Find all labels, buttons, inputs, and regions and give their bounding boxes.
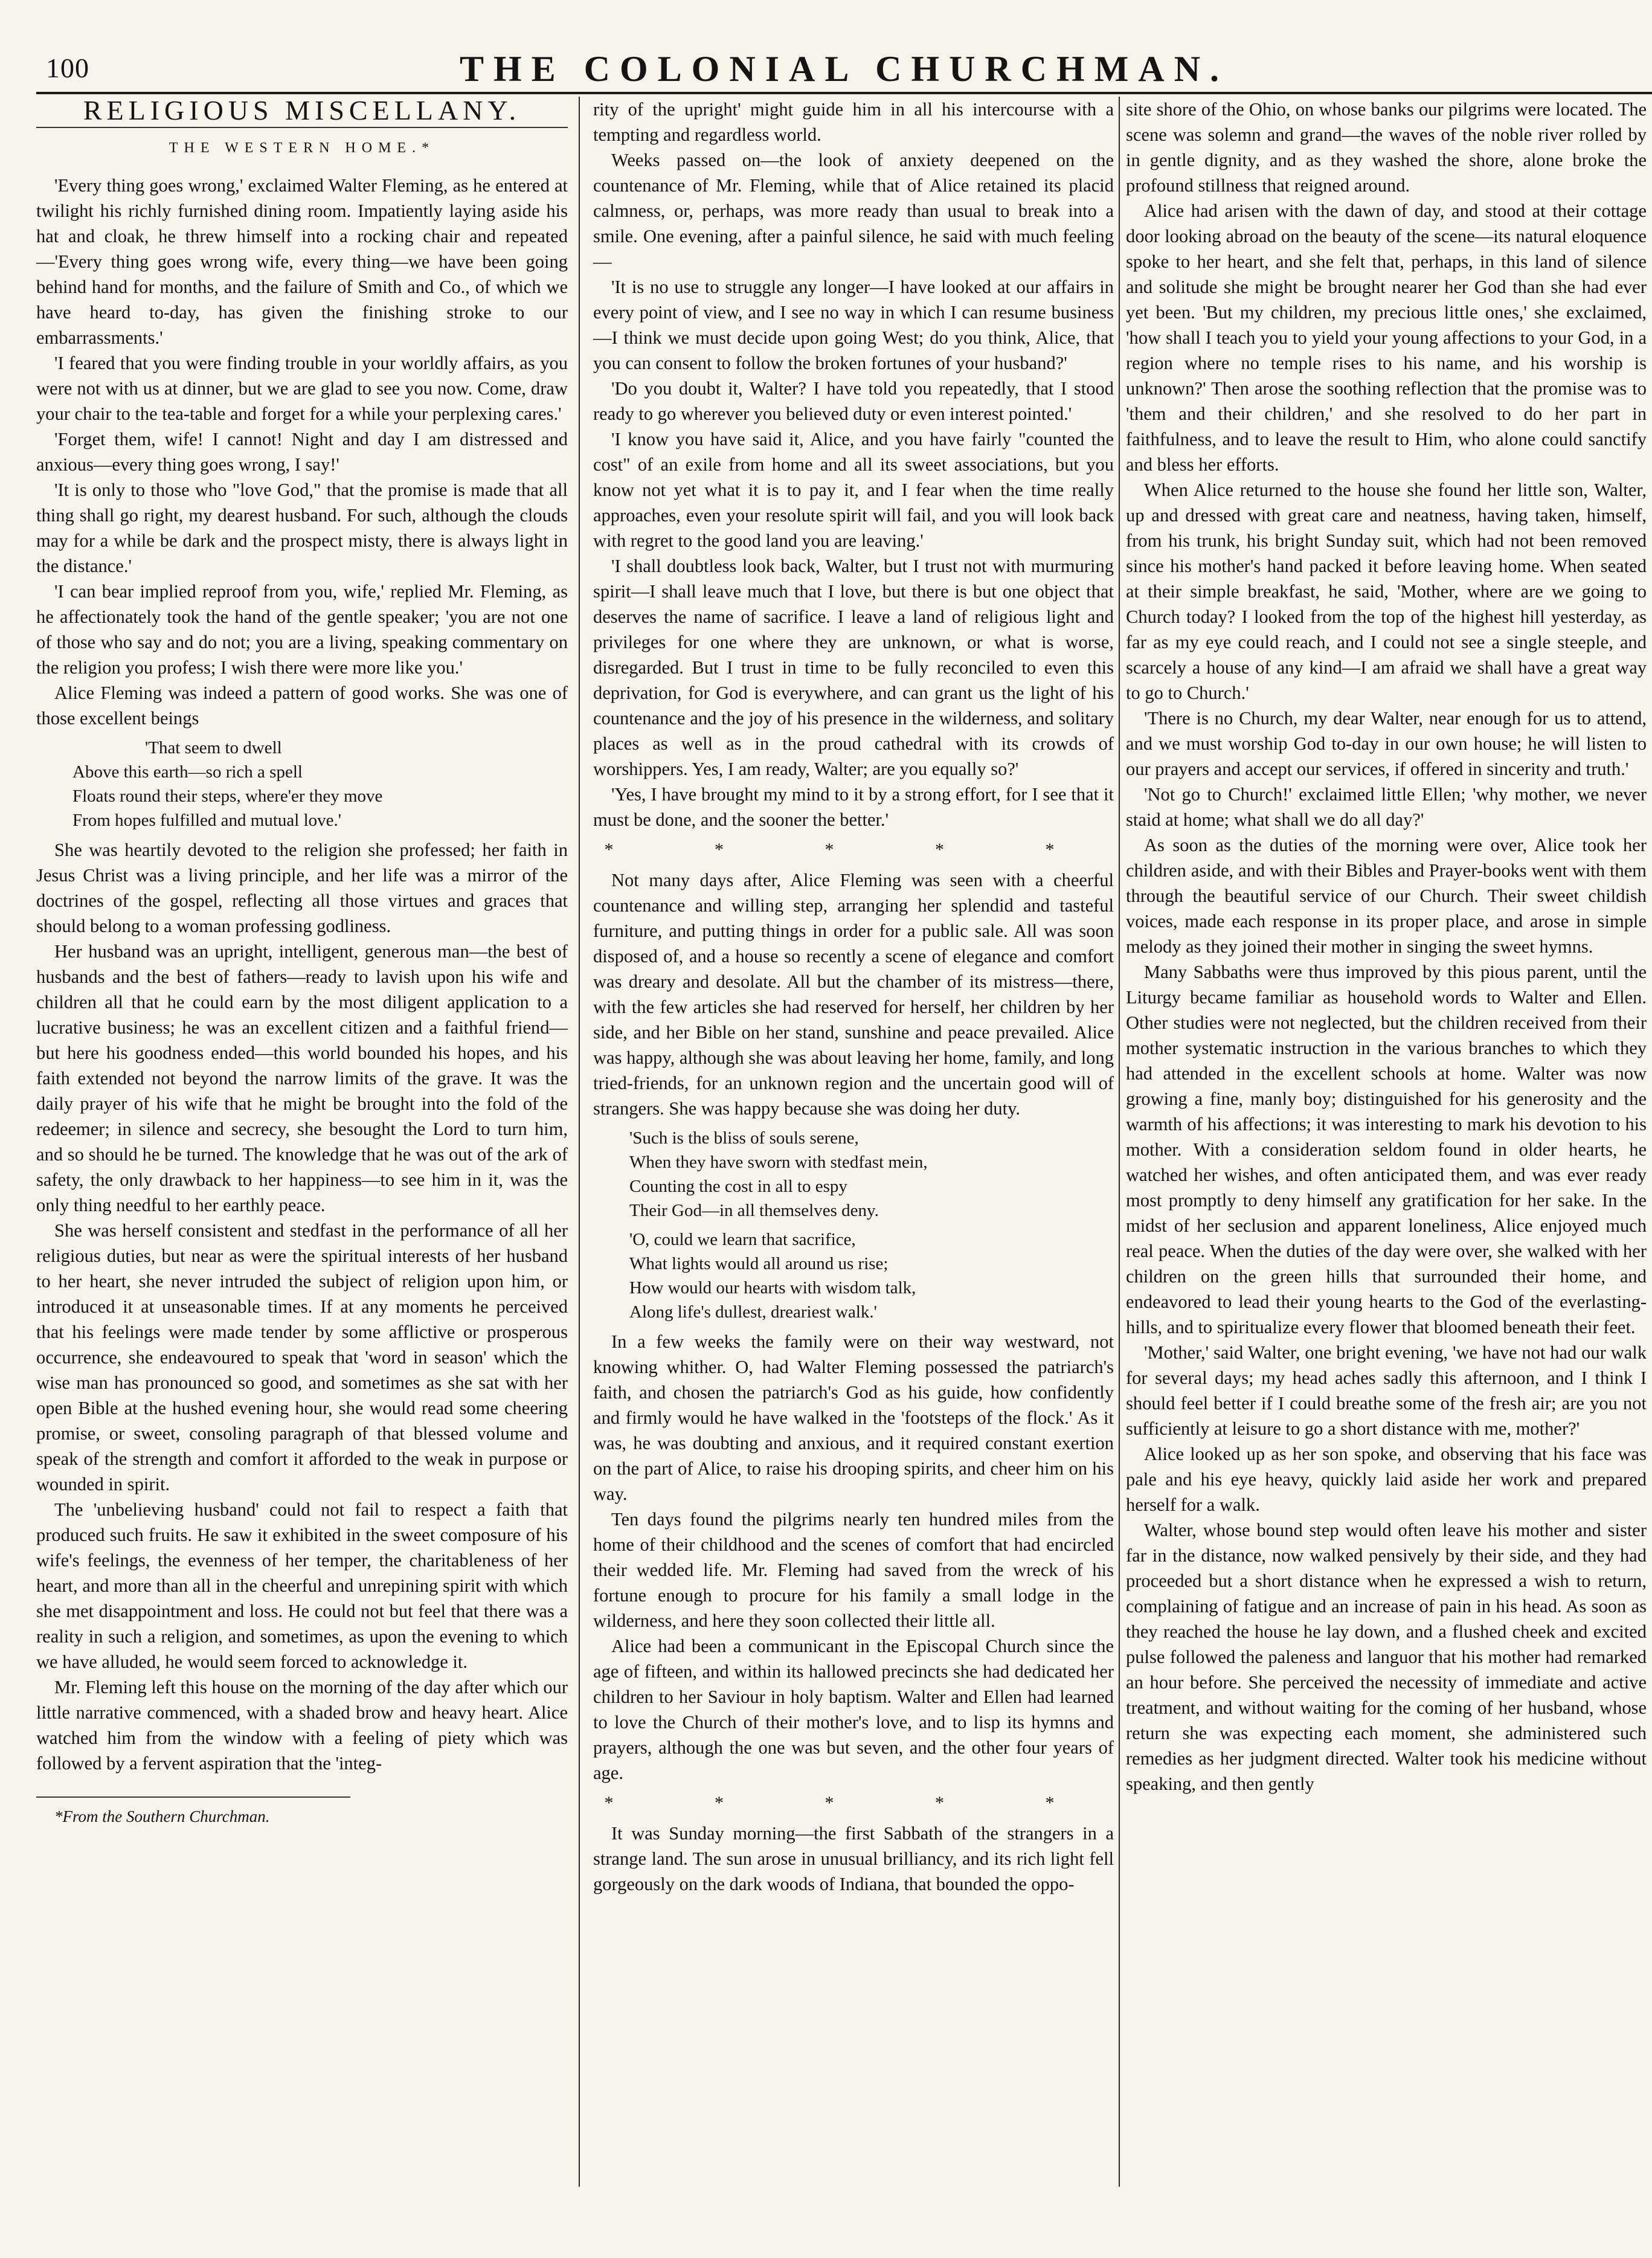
paragraph: rity of the upright' might guide him in all his intercourse with a tempting and regardless world. — [593, 99, 1114, 145]
verse-line: What lights would all around us rise; — [629, 1254, 889, 1273]
verse-block — [629, 1227, 1114, 1324]
paragraph: Alice had been a communicant in the Episcopal Church since the age of fifteen, and within its hallowed precincts she had dedicated her children to her Saviour in holy baptism. Walter and Ellen had learned to love the Church of their mother's love, and to lisp its hymns and prayers, although the one was but seven, and the other four years of age. — [593, 1636, 1114, 1783]
paragraph: 'It is only to those who "love God," that the promise is made that all thing shall go right, my dearest husband. For such, although the clouds may for a while be dark and the prospect misty, there is always light in the distance.' — [36, 480, 568, 576]
paragraph: Her husband was an upright, intelligent, generous man—the best of husbands and the best of fathers—ready to lavish upon his wife and children all that he could earn by the most diligent application to a lucrative business; he was an excellent citizen and a faithful friend—but here his goodness ended—this world bounded his hopes, and his faith extended not beyond the narrow limits of the grave. It was the daily prayer of his wife that he might be brought into the fold of the redeemer; in silence and secrecy, she besought the Lord to turn him, and so should he be turned. The knowledge that he was out of the ark of safety, the only drawback to her happiness—to see him in it, was the only thing needful to her earthly peace. — [36, 941, 568, 1215]
section-title: RELIGIOUS MISCELLANY. — [36, 98, 568, 128]
paragraph: Alice Fleming was indeed a pattern of good works. She was one of those excellent beings — [36, 683, 568, 729]
verse-line: How would our hearts with wisdom talk, — [629, 1278, 916, 1298]
column-3 — [1126, 97, 1647, 1796]
verse-line: 'Such is the bliss of souls serene, — [629, 1128, 859, 1148]
paragraph: 'There is no Church, my dear Walter, near enough for us to attend, and we must worship God to-day in our own house; he will listen to our prayers and accept our services, if offered in sincerity and truth.' — [1126, 708, 1647, 779]
column-rule-left — [579, 97, 580, 2187]
verse-line: When they have sworn with stedfast mein, — [629, 1153, 928, 1172]
paragraph: 'I know you have said it, Alice, and you have fairly "counted the cost" of an exile from home and all its sweet associations, but you know not yet what it is to pay it, and I fear when the time really approaches, even your resolute spirit will fail, and you will look back with regret to the good land you are leaving.' — [593, 429, 1114, 551]
verse-line: From hopes fulfilled and mutual love.' — [72, 811, 341, 830]
verse-line: Floats round their steps, where'er they move — [72, 786, 383, 806]
verse-block — [629, 1126, 1114, 1223]
paragraph: 'Forget them, wife! I cannot! Night and day I am distressed and anxious—every thing goes wrong, I say!' — [36, 429, 568, 475]
paragraph: Not many days after, Alice Fleming was seen with a cheerful countenance and willing step, arranging her splendid and tasteful furniture, and putting things in order for a public sale. All was soon disposed of, and a house so recently a scene of elegance and comfort was dreary and desolate. All but the chamber of its mistress—there, with the few articles she had reserved for herself, her children by her side, and her Bible on her stand, sunshine and peace prevailed. Alice was happy, although she was about leaving her home, family, and long tried-friends, for an unknown region and the uncertain good will of strangers. She was happy because she was doing her duty. — [593, 870, 1114, 1119]
paragraph: 'It is no use to struggle any longer—I have looked at our affairs in every point of view, and I see no way in which I can resume business—I think we must decide upon going West; do you think, Alice, that you can consent to follow the broken fortunes of your husband?' — [593, 277, 1114, 373]
paragraph: She was herself consistent and stedfast in the performance of all her religious duties, but near as were the spiritual interests of her husband to her heart, she never intruded the subject of religion upon him, or introduced it at unseasonable times. If at any moments he perceived that his feelings were made tender by some afflictive or prosperous occurrence, she endeavoured to speak that 'word in season' which the wise man has pronounced so good, and sometimes as she sat with her open Bible at the hushed evening hour, she would read some cheering promise, or sweet, consoling paragraph of that blessed volume and speak of the strength and comfort it afforded to the weak in purpose or wounded in spirit. — [36, 1220, 568, 1494]
verse-block — [72, 736, 568, 832]
column-2 — [593, 97, 1114, 1897]
paragraph: 'I feared that you were finding trouble in your worldly affairs, as you were not with us at dinner, but we are glad to see you now. Come, draw your chair to the tea-table and forget for a while your perplexing cares.' — [36, 353, 568, 424]
paragraph: She was heartily devoted to the religion she professed; her faith in Jesus Christ was a living principle, and her life was a mirror of the doctrines of the gospel, reflecting all those virtues and graces that should belong to a woman professing godliness. — [36, 840, 568, 936]
verse-line: Their God—in all themselves deny. — [629, 1201, 879, 1220]
verse-line: Above this earth—so rich a spell — [72, 762, 303, 782]
paragraph: site shore of the Ohio, on whose banks our pilgrims were located. The scene was solemn and grand—the waves of the noble river rolled by in gentle dignity, and as they washed the shore, alone broke the profound stillness that reigned around. — [1126, 99, 1647, 196]
paragraph: Walter, whose bound step would often leave his mother and sister far in the distance, now walked pensively by their side, and they had proceeded but a short distance when he expressed a wish to return, complaining of fatigue and an increase of pain in his head. As soon as they reached the house he lay down, and a flushed cheek and excited pulse followed the paleness and languor that his mother had remarked an hour before. She perceived the necessity of immediate and active treatment, and without waiting for the coming of her husband, whose return she was expecting each moment, she administered such remedies as her judgment directed. Walter took his medicine without speaking, and then gently — [1126, 1520, 1647, 1794]
paragraph: 'I shall doubtless look back, Walter, but I trust not with murmuring spirit—I shall leave much that I love, but there is but one object that deserves the name of sacrifice. I leave a land of religious light and privileges for one where they are unknown, or what is worse, disregarded. But I trust in time to be fully reconciled to even this deprivation, for God is everywhere, and can grant us the light of his countenance and the joy of his presence in the wilderness, and solitary places as well as in the proud cathedral with its crowds of worshippers. Yes, I am ready, Walter; are you equally so?' — [593, 556, 1114, 779]
article-title: THE WESTERN HOME.* — [169, 140, 435, 156]
masthead-title: THE COLONIAL CHURCHMAN. — [459, 49, 1229, 89]
verse-line: Counting the cost in all to espy — [629, 1177, 847, 1196]
paragraph: Mr. Fleming left this house on the morning of the day after which our little narrative commenced, with a shaded brow and heavy heart. Alice watched him from the window with a feeling of piety which was followed by a fervent aspiration that the 'integ- — [36, 1677, 568, 1774]
paragraph: Ten days found the pilgrims nearly ten hundred miles from the home of their childhood and the scenes of comfort that had encircled their wedded life. Mr. Fleming had saved from the wreck of his fortune enough to procure for his family a small lodge in the wilderness, and here they soon collected their little all. — [593, 1509, 1114, 1631]
paragraph: 'Not go to Church!' exclaimed little Ellen; 'why mother, we never staid at home; what shall we do all day?' — [1126, 784, 1647, 830]
section-break: * * * * * — [604, 1793, 1103, 1813]
paragraph: Many Sabbaths were thus improved by this pious parent, until the Liturgy became familiar as household words to Walter and Ellen. Other studies were not neglected, but the children received from their mother systematic instruction in the various branches to which they had attended in the excellent schools at home. Walter was now growing a fine, manly boy; distinguished for his generosity and the warmth of his affections; it was interesting to mark his devotion to his mother. With a consideration seldom found in older hearts, he watched her wishes, and often anticipated them, and was ever ready most promptly to deny himself any gratification for her sake. In the midst of her seclusion and apparent loneliness, Alice enjoyed much real peace. When the duties of the day were over, she walked with her children on the green hills that surrounded their home, and endeavored to lead their young hearts to the God of the everlasting-hills, and to spiritualize every flower that bloomed beneath their feet. — [1126, 962, 1647, 1337]
paragraph: 'Yes, I have brought my mind to it by a strong effort, for I see that it must be done, and the sooner the better.' — [593, 784, 1114, 830]
paragraph: Weeks passed on—the look of anxiety deepened on the countenance of Mr. Fleming, while that of Alice retained its placid calmness, or, perhaps, was more ready than usual to break into a smile. One evening, after a painful silence, he said with much feeling— — [593, 150, 1114, 272]
paragraph: 'Every thing goes wrong,' exclaimed Walter Fleming, as he entered at twilight his richly furnished dining room. Impatiently laying aside his hat and cloak, he threw himself into a rocking chair and repeated—'Every thing goes wrong wife, every thing—we have been going behind hand for months, and the failure of Smith and Co., of which we have heard to-day, has given the finishing stroke to our embarrassments.' — [36, 175, 568, 348]
paragraph: Alice looked up as her son spoke, and observing that his face was pale and his eye heavy, quickly laid aside her work and prepared herself for a walk. — [1126, 1444, 1647, 1515]
page-number: 100 — [46, 53, 89, 83]
section-break: * * * * * — [604, 840, 1103, 860]
paragraph: The 'unbelieving husband' could not fail to respect a faith that produced such fruits. He saw it exhibited in the sweet composure of his wife's feelings, the evenness of her temper, the charitableness of her heart, and more than all in the cheerful and unrepining spirit with which she met disappointment and loss. He could not but feel that there was a reality in such a religion, and sometimes, as upon the evening to which we have alluded, he would seem forced to acknowledge it. — [36, 1499, 568, 1672]
paragraph: When Alice returned to the house she found her little son, Walter, up and dressed with great care and neatness, having taken, himself, from his trunk, his bright Sunday suit, which had not been removed since his mother's hand packed it before leaving home. When seated at their simple breakfast, he said, 'Mother, where are we going to Church today? I looked from the top of the highest hill yesterday, as far as my eye could reach, and I could not see a single steeple, and scarcely a house of any kind—I am afraid we shall have a great way to go to Church.' — [1126, 480, 1647, 703]
footnote-divider — [36, 1796, 350, 1798]
paragraph: It was Sunday morning—the first Sabbath of the strangers in a strange land. The sun arose in unusual brilliancy, and its rich light fell gorgeously on the dark woods of Indiana, that bounded the oppo- — [593, 1823, 1114, 1894]
verse-line: 'That seem to dwell — [145, 738, 282, 757]
footnote: *From the Southern Churchman. — [54, 1807, 270, 1825]
verse-line: Along life's dullest, dreariest walk.' — [629, 1302, 877, 1322]
page-header — [36, 43, 1652, 94]
column-rule-right — [1119, 97, 1120, 2187]
paragraph: As soon as the duties of the morning were over, Alice took her children aside, and with their Bibles and Prayer-books went with them through the beautiful service of our Church. Their sweet childish voices, made each response in its proper place, and arose in simple melody as they joined their mother in singing the sweet hymns. — [1126, 835, 1647, 957]
verse-line: 'O, could we learn that sacrifice, — [629, 1230, 856, 1249]
column-1 — [36, 97, 568, 1829]
paragraph: In a few weeks the family were on their way westward, not knowing whither. O, had Walter Fleming possessed the patriarch's faith, and chosen the patriarch's God as his guide, how confidently and firmly would he have walked in the 'footsteps of the flock.' As it was, he was doubting and anxious, and it required constant exertion on the part of Alice, to raise his drooping spirits, and cheer him on his way. — [593, 1331, 1114, 1504]
paragraph: Alice had arisen with the dawn of day, and stood at their cottage door looking abroad on the beauty of the scene—its natural eloquence spoke to her heart, and she felt that, perhaps, in this land of silence and solitude she might be brought nearer her God than she had ever yet been. 'But my children, my precious little ones,' she exclaimed, 'how shall I teach you to yield your young affections to your God, in a region where no temple rises to his name, and his worship is unknown?' Then arose the soothing reflection that the promise was to 'them and their children,' and she resolved to do her part in faithfulness, and to leave the result to Him, who alone could sanctify and bless her efforts. — [1126, 201, 1647, 475]
paragraph: 'Do you doubt it, Walter? I have told you repeatedly, that I stood ready to go wherever you believed duty or even interest pointed.' — [593, 378, 1114, 424]
paragraph: 'I can bear implied reproof from you, wife,' replied Mr. Fleming, as he affectionately took the hand of the gentle speaker; 'you are not one of those who say and do not; you are a living, speaking commentary on the religion you profess; I wish there were more like you.' — [36, 581, 568, 678]
paragraph: 'Mother,' said Walter, one bright evening, 'we have not had our walk for several days; my head aches sadly this afternoon, and I think I should feel better if I could breathe some of the fresh air; are you not sufficiently at leisure to go a short distance with me, mother?' — [1126, 1342, 1647, 1439]
